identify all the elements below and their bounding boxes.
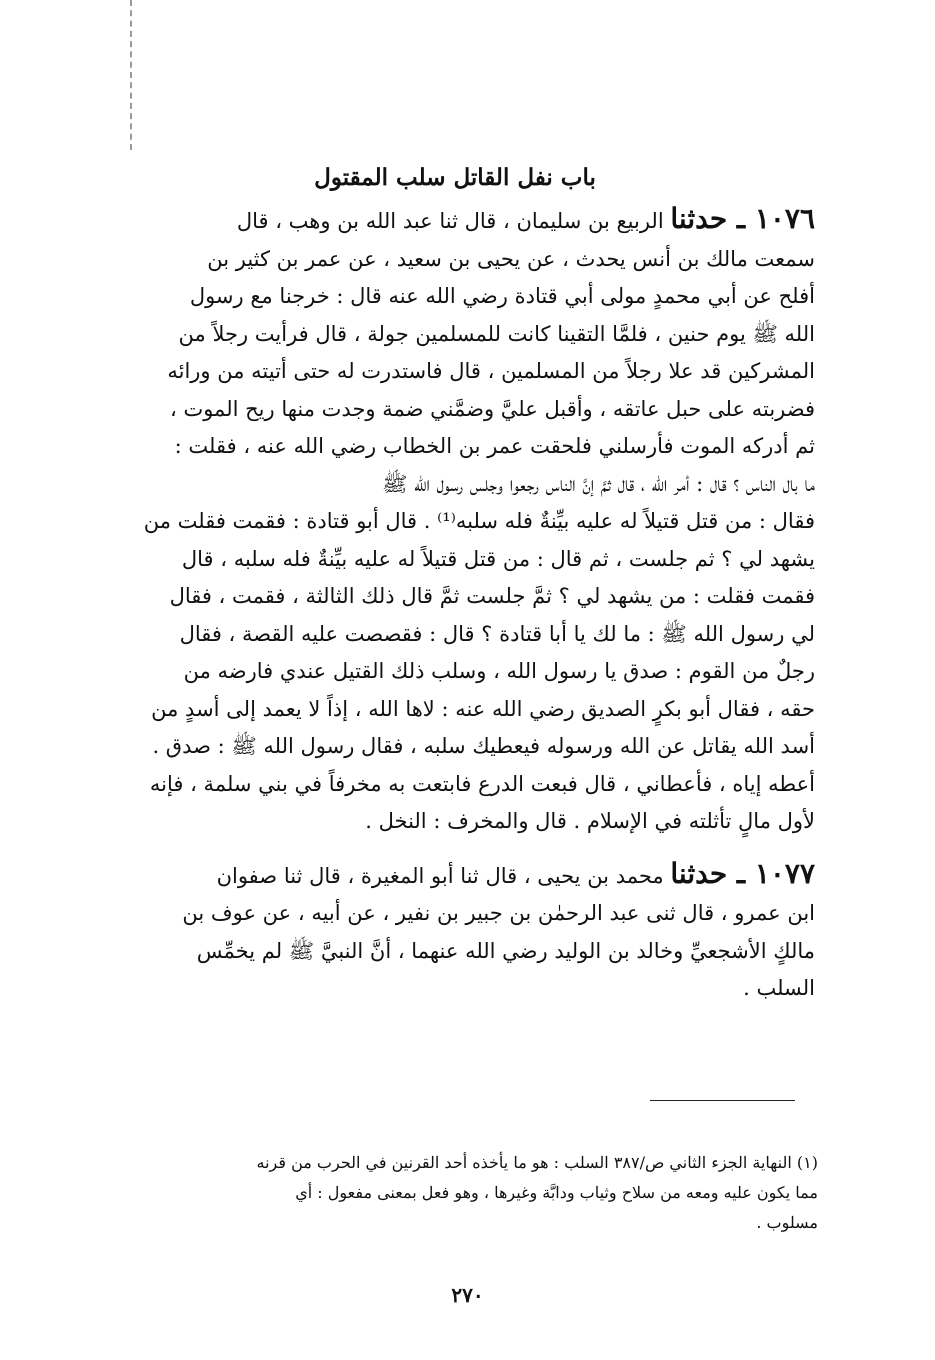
hadith-line: يشهد لي ؟ ثم جلست ، ثم قال : من قتل قتيلاً له عليه بيِّنةٌ فله سلبه ، قال [181, 546, 815, 571]
hadith-number: ١٠٧٦ [754, 202, 815, 235]
hadith-separator: ـ [727, 856, 755, 890]
scan-margin-dashed-line [130, 0, 132, 150]
hadith-line: رجلٌ من القوم : صدق يا رسول الله ، وسلب ذلك القتيل عندي فارضه من [183, 659, 815, 683]
page-body [95, 160, 815, 1022]
hadith-line: فضربته على حبل عاتقه ، وأقبل عليَّ وضمَّني ضمة وجدت منها ريح الموت ، [169, 396, 815, 421]
hadith-line: سمعت مالك بن أنس يحدث ، عن يحيى بن سعيد ، عن عمر بن كثير بن [207, 246, 815, 271]
hadith-1076 [95, 200, 815, 841]
hadith-number: ١٠٧٧ [754, 856, 815, 890]
hadith-line: ما بال الناس ؟ قال : أمر الله ، قال ثمَّ إنَّ الناس رجعوا وجلس رسول الله ﷺ [382, 471, 815, 496]
hadith-line: فقال : من قتل قتيلاً له عليه بيِّنةٌ فله سلبه⁽¹⁾ . قال أبو قتادة : فقمت فقلت من [143, 509, 815, 533]
hadith-line: فقمت فقلت : من يشهد لي ؟ ثمَّ جلست ثمَّ قال ذلك الثالثة ، فقمت ، فقال [169, 584, 815, 608]
footnote-line: مسلوب . [756, 1213, 818, 1232]
haddathana-word: حدثنا [670, 856, 728, 890]
hadith-line [95, 200, 815, 241]
hadith-text: محمد بن يحيى ، قال ثنا أبو المغيرة ، قال ثنا صفوان [216, 863, 664, 888]
footnote [118, 1148, 818, 1238]
chapter-title: باب نفل القاتل سلب المقتول [314, 164, 596, 191]
hadith-line: مالكٍ الأشجعيِّ وخالد بن الوليد رضي الله عنهما ، أنَّ النبيَّ ﷺ لم يخمِّس [196, 938, 815, 963]
hadith-line: المشركين قد علا رجلاً من المسلمين ، قال فاستدرت له حتى أتيته من ورائه [167, 359, 815, 383]
hadith-line: أسد الله يقاتل عن الله ورسوله فيعطيك سلبه ، فقال رسول الله ﷺ : صدق . [152, 734, 815, 758]
haddathana-word: حدثنا [670, 202, 728, 235]
hadith-separator: ـ [727, 202, 755, 235]
hadith-line: لأول مالٍ تأثلته في الإسلام . قال والمخرف : النخل . [365, 809, 815, 833]
hadith-line: السلب . [743, 976, 815, 1000]
footnote-separator [650, 1100, 795, 1101]
hadith-line: ثم أدركه الموت فأرسلني فلحقت عمر بن الخطاب رضي الله عنه ، فقلت : [174, 434, 815, 458]
hadith-1077 [95, 855, 815, 1008]
hadith-line [95, 855, 815, 896]
hadith-line: لي رسول الله ﷺ : ما لك يا أبا قتادة ؟ قال : فقصصت عليه القصة ، فقال [179, 621, 815, 646]
hadith-line: الله ﷺ يوم حنين ، فلمَّا التقينا كانت للمسلمين جولة ، قال فرأيت رجلاً من [178, 321, 815, 346]
hadith-line: ابن عمرو ، قال ثنى عبد الرحمٰن بن جبير بن نفير ، عن أبيه ، عن عوف بن [182, 901, 815, 925]
footnote-line: مما يكون عليه ومعه من سلاح وثياب ودابَّة وغيرها ، وهو فعل بمعنى مفعول : أي [295, 1183, 818, 1202]
hadith-line: حقه ، فقال أبو بكرٍ الصديق رضي الله عنه : لاها الله ، إذاً لا يعمد إلى أسدٍ من [151, 696, 815, 721]
hadith-line: أفلح عن أبي محمدٍ مولى أبي قتادة رضي الله عنه قال : خرجنا مع رسول [189, 284, 815, 308]
hadith-text: الربيع بن سليمان ، قال ثنا عبد الله بن وهب ، قال [236, 209, 664, 233]
page-number: ٢٧٠ [451, 1283, 484, 1307]
hadith-line: أعطه إياه ، فأعطاني ، قال فبعت الدرع فابتعت به مخرفاً في بني سلمة ، فإنه [149, 771, 815, 796]
footnote-line: (١) النهاية الجزء الثاني ص/٣٨٧ السلب : هو ما يأخذه أحد القرنين في الحرب من قرنه [256, 1153, 818, 1172]
